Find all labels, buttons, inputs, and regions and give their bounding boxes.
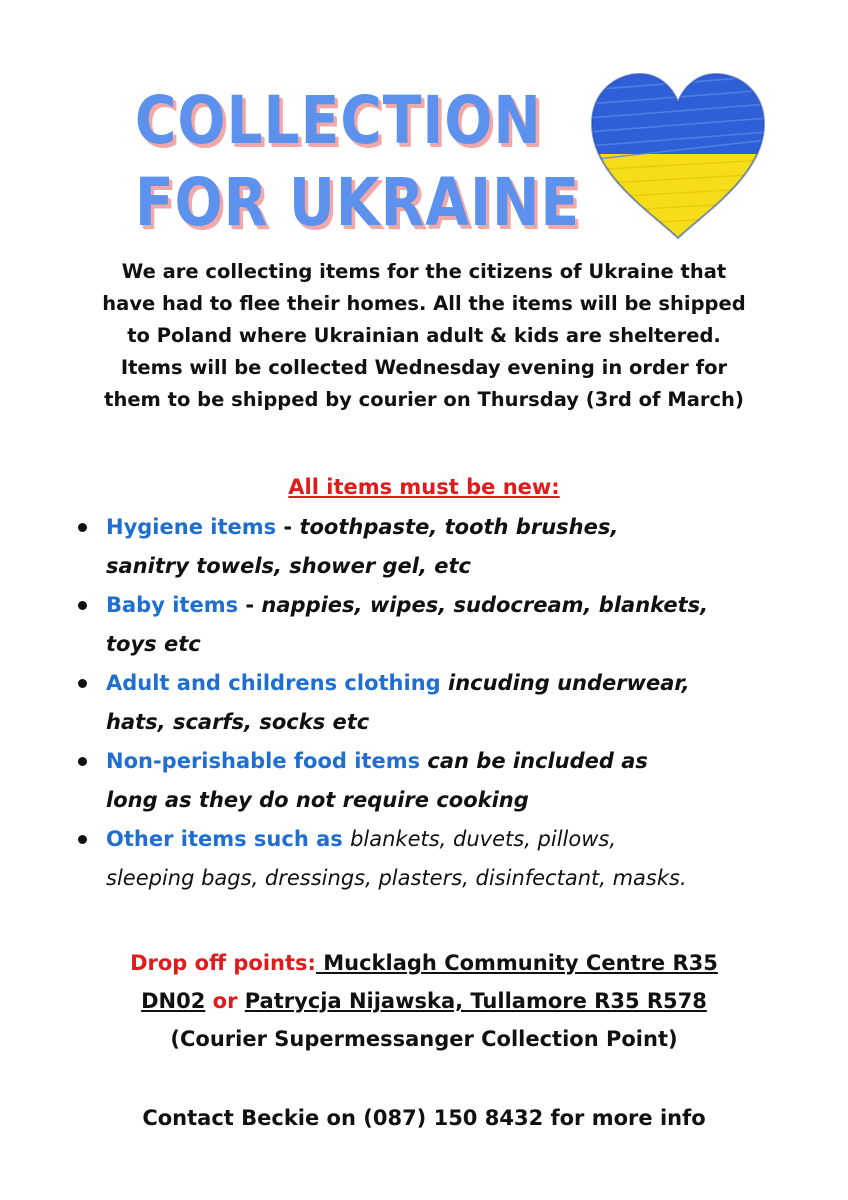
intro-line: them to be shipped by courier on Thursday (3rd of March)	[104, 388, 744, 411]
dropoff-location-1-cont: DN02	[141, 989, 206, 1013]
items-list	[76, 508, 816, 898]
item-description-cont: sanitry towels, shower gel, etc	[106, 554, 471, 578]
dropoff-location-1: Mucklagh Community Centre R35	[315, 951, 718, 975]
item-description: toothpaste, tooth brushes,	[299, 515, 619, 539]
list-item-hygiene	[76, 508, 816, 586]
item-description-cont: long as they do not require cooking	[106, 788, 529, 812]
item-separator: -	[276, 515, 300, 539]
dropoff-or: or	[205, 989, 245, 1013]
dropoff-note: (Courier Supermessanger Collection Point)	[170, 1027, 678, 1051]
intro-line: to Poland where Ukrainian adult & kids are sheltered.	[127, 324, 721, 347]
item-separator	[441, 671, 448, 695]
intro-paragraph	[40, 256, 808, 416]
item-separator: -	[238, 593, 262, 617]
bullet-icon	[78, 601, 87, 610]
bullet-icon	[78, 523, 87, 532]
intro-line: We are collecting items for the citizens of Ukraine that	[121, 260, 727, 283]
item-description-cont: toys etc	[106, 632, 201, 656]
bullet-icon	[78, 757, 87, 766]
item-description-cont: sleeping bags, dressings, plasters, disinfectant, masks.	[106, 866, 687, 890]
item-description-cont: hats, scarfs, socks etc	[106, 710, 370, 734]
list-item-other	[76, 820, 816, 898]
item-description: incuding underwear,	[448, 671, 690, 695]
title-line-2: FOR UKRAINE	[134, 164, 580, 241]
title-line-1: COLLECTION	[134, 82, 542, 159]
requirements-heading: All items must be new:	[288, 475, 560, 499]
item-category: Baby items	[106, 593, 239, 617]
item-description: nappies, wipes, sudocream, blankets,	[261, 593, 709, 617]
item-category: Adult and childrens clothing	[106, 671, 441, 695]
item-description: blankets, duvets, pillows,	[350, 827, 617, 851]
bullet-icon	[78, 835, 87, 844]
dropoff-label: Drop off points:	[130, 951, 316, 975]
item-category: Other items such as	[106, 827, 343, 851]
ukraine-flag-heart-icon	[588, 70, 768, 245]
contact-info: Contact Beckie on (087) 150 8432 for more info	[142, 1106, 706, 1130]
list-item-baby	[76, 586, 816, 664]
intro-line: Items will be collected Wednesday evening in order for	[120, 356, 728, 379]
list-item-food	[76, 742, 816, 820]
bullet-icon	[78, 679, 87, 688]
list-item-clothing	[76, 664, 816, 742]
item-category: Non-perishable food items	[106, 749, 421, 773]
dropoff-location-2: Patrycja Nijawska, Tullamore R35 R578	[244, 989, 707, 1013]
poster-title	[134, 80, 580, 244]
item-category: Hygiene items	[106, 515, 277, 539]
dropoff-section	[40, 944, 808, 1058]
item-description: can be included as	[427, 749, 648, 773]
intro-line: have had to flee their homes. All the items will be shipped	[102, 292, 746, 315]
item-separator	[343, 827, 350, 851]
